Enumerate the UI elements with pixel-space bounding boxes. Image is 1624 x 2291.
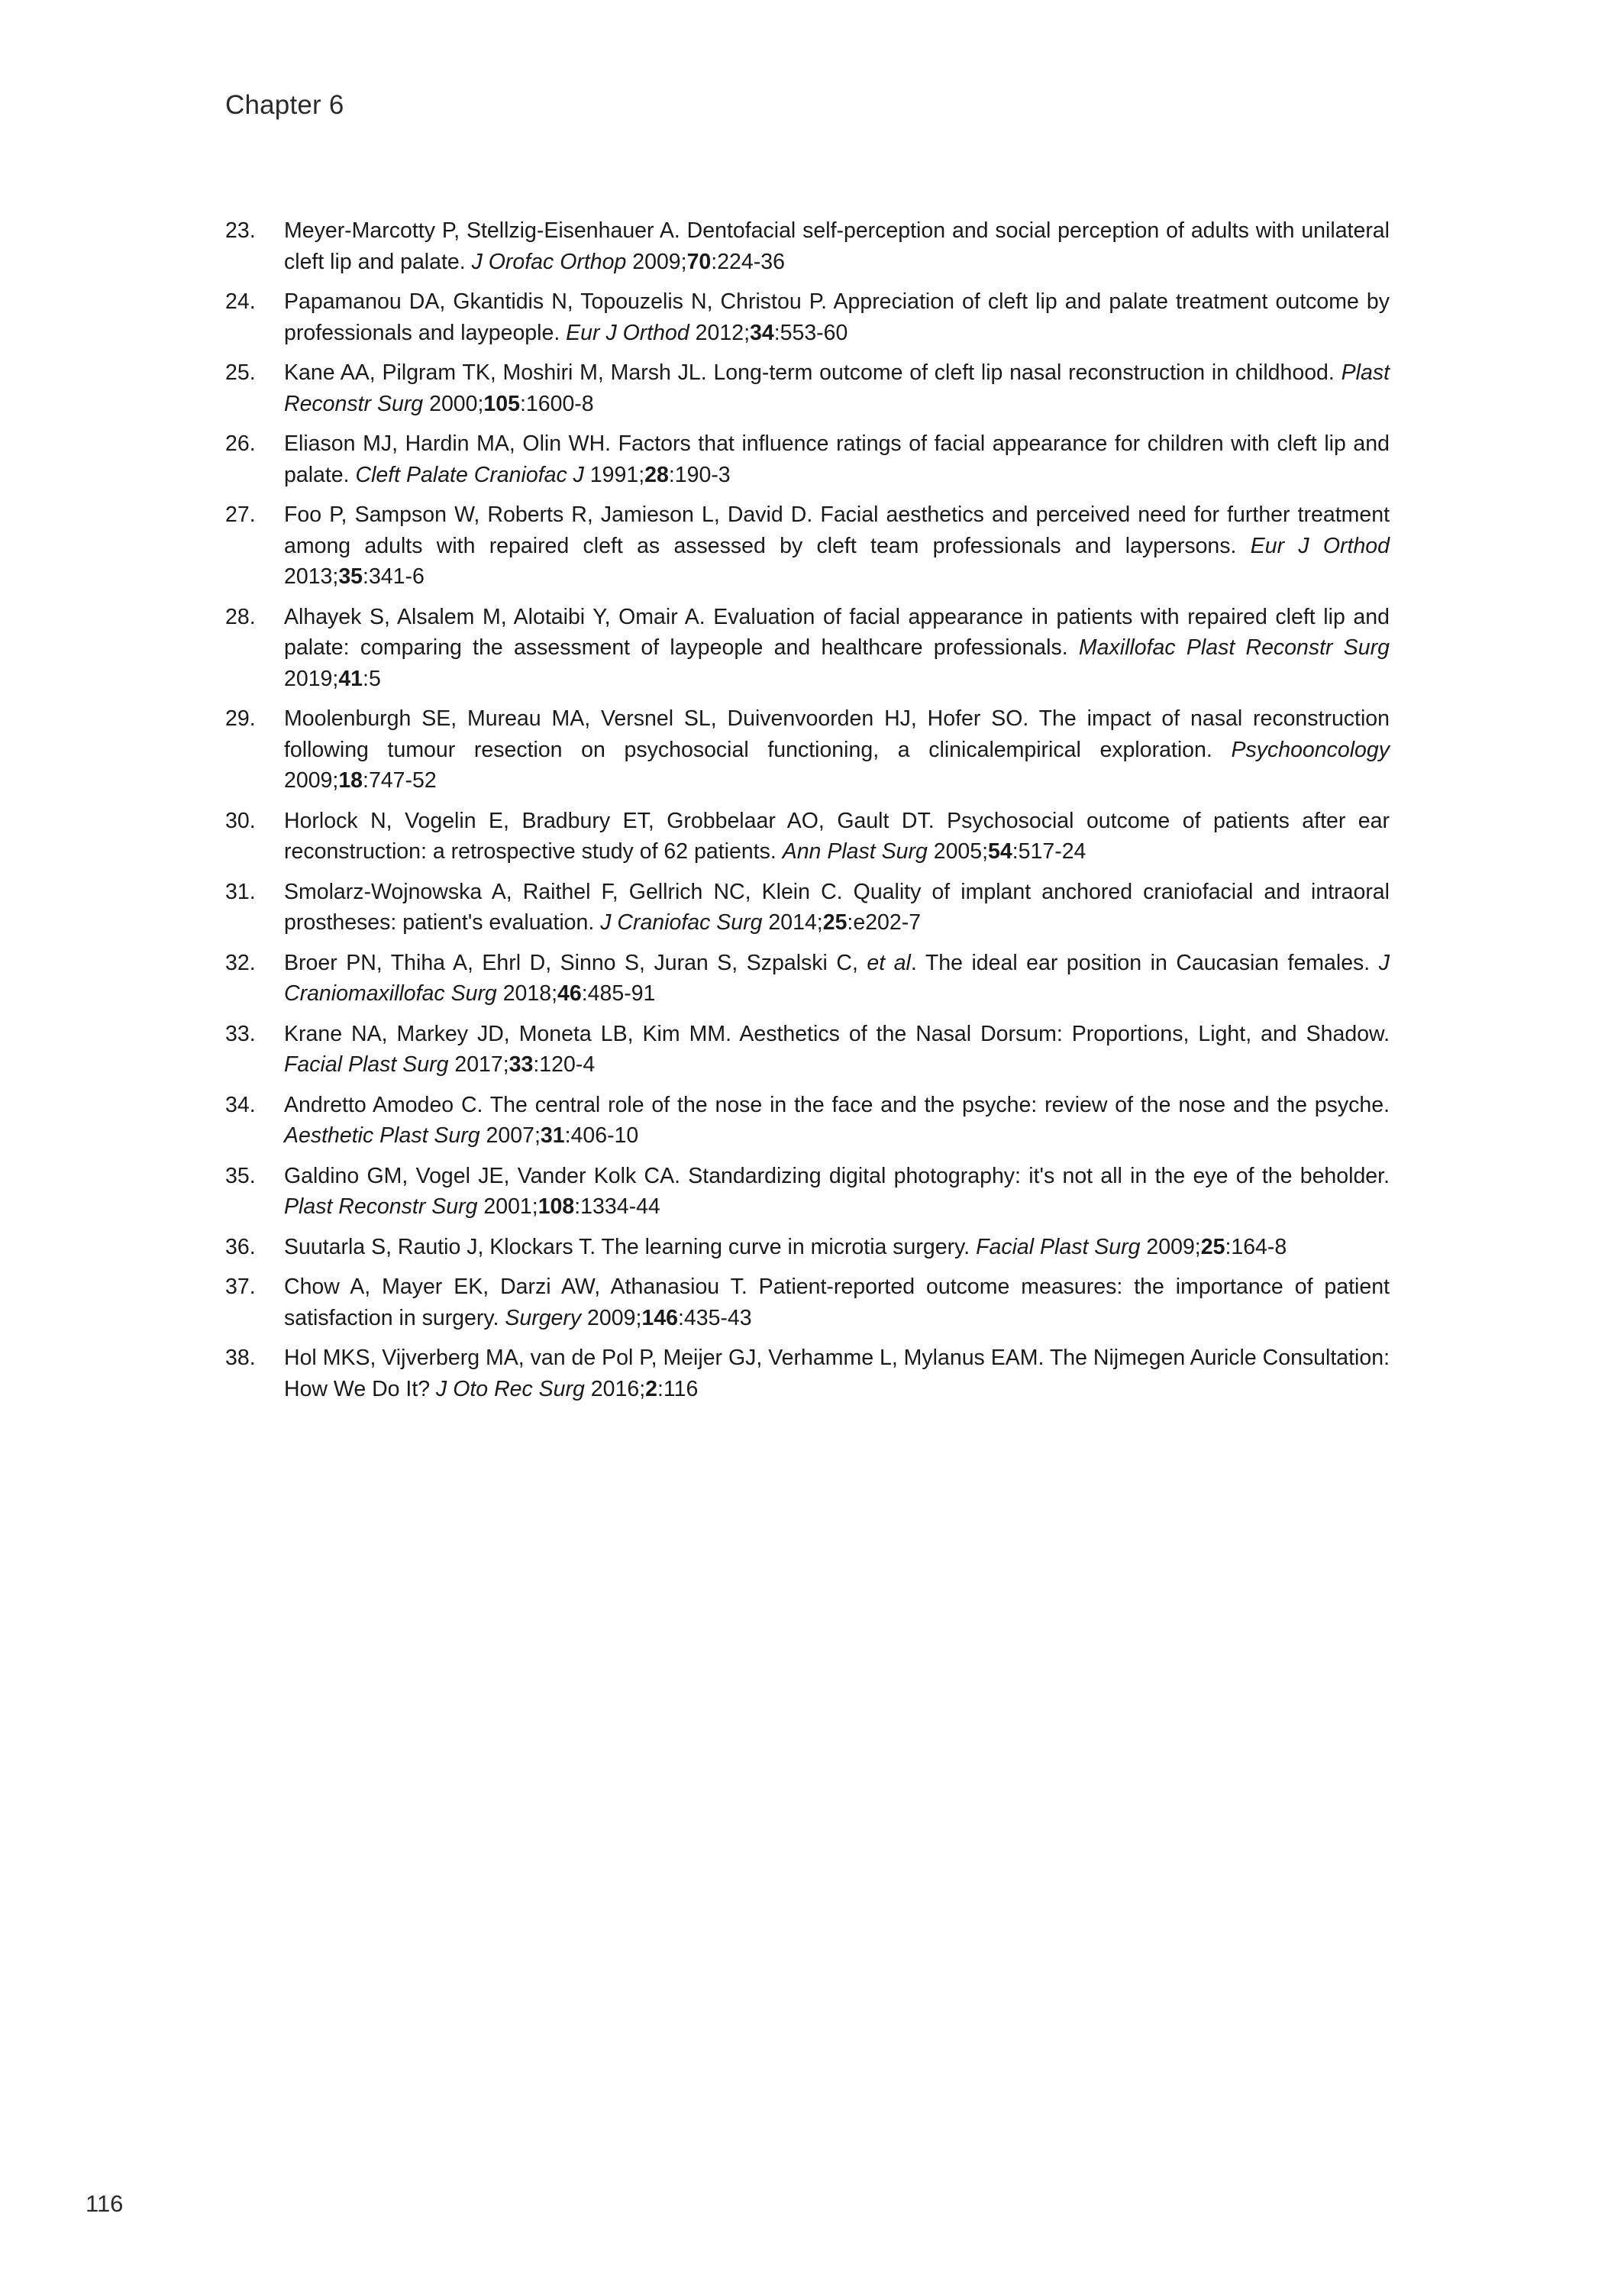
reference-number: 36. [225,1234,256,1259]
reference-item [225,1232,1390,1263]
journal-title: J Oto Rec Surg [436,1376,585,1401]
reference-item [225,215,1390,277]
reference-item [225,1090,1390,1152]
reference-text: Krane NA, Markey JD, Moneta LB, Kim MM. Aesthetics of the Nasal Dorsum: Proportions, Light, and Shadow. Facial Plast Surg 2017;33:120-4 [284,1021,1390,1077]
reference-item [225,499,1390,593]
reference-text: Broer PN, Thiha A, Ehrl D, Sinno S, Juran S, Szpalski C, et al. The ideal ear position in Caucasian females. J Craniomaxillofac Surg 2018;46:485-91 [284,950,1390,1006]
volume-number: 2 [645,1376,657,1401]
reference-number: 32. [225,950,256,975]
journal-title: Eur J Orthod [566,320,689,345]
volume-number: 25 [822,910,848,935]
volume-number: 33 [509,1052,534,1077]
reference-item [225,428,1390,490]
reference-text: Kane AA, Pilgram TK, Moshiri M, Marsh JL. Long-term outcome of cleft lip nasal reconstruction in childhood. Plast Reconstr Surg 2000;105:1600-8 [284,360,1390,416]
reference-number: 31. [225,879,256,904]
reference-number: 28. [225,604,256,629]
reference-item [225,602,1390,695]
reference-text: Smolarz-Wojnowska A, Raithel F, Gellrich NC, Klein C. Quality of implant anchored craniofacial and intraoral prostheses: patient's evaluation. J Craniofac Surg 2014;25:e202-7 [284,879,1390,935]
volume-number: 41 [338,666,363,691]
reference-number: 38. [225,1346,256,1370]
volume-number: 46 [557,981,582,1006]
volume-number: 25 [1200,1234,1225,1259]
journal-title: Plast Reconstr Surg [284,360,1390,416]
reference-item [225,703,1390,797]
reference-text: Meyer-Marcotty P, Stellzig-Eisenhauer A. Dentofacial self-perception and social perception of adults with unilateral cleft lip and palate. J Orofac Orthop 2009;70:224-36 [284,218,1390,274]
volume-number: 70 [686,249,712,274]
reference-number: 30. [225,808,256,833]
volume-number: 28 [644,462,669,487]
reference-text: Eliason MJ, Hardin MA, Olin WH. Factors that influence ratings of facial appearance for children with cleft lip and palate. Cleft Palate Craniofac J 1991;28:190-3 [284,431,1390,487]
journal-title: J Craniofac Surg [600,910,763,935]
reference-item [225,357,1390,419]
volume-number: 31 [540,1123,565,1148]
volume-number: 108 [538,1194,575,1219]
et-al: et al [867,950,911,975]
volume-number: 54 [988,839,1012,864]
journal-title: J Craniomaxillofac Surg [284,950,1390,1006]
reference-number: 24. [225,289,256,314]
reference-text: Galdino GM, Vogel JE, Vander Kolk CA. Standardizing digital photography: it's not all in the eye of the beholder. Plast Reconstr Surg 2001;108:1334-44 [284,1163,1390,1219]
reference-item [225,1019,1390,1081]
reference-text: Horlock N, Vogelin E, Bradbury ET, Grobbelaar AO, Gault DT. Psychosocial outcome of patients after ear reconstruction: a retrospective study of 62 patients. Ann Plast Surg 2005;54:517-24 [284,808,1390,864]
reference-text: Foo P, Sampson W, Roberts R, Jamieson L, David D. Facial aesthetics and perceived need for further treatment among adults with repaired cleft as assessed by cleft team professionals and laypersons. Eur J Orthod 2013;35:341-6 [284,502,1390,589]
reference-text: Suutarla S, Rautio J, Klockars T. The learning curve in microtia surgery. Facial Plast Surg 2009;25:164-8 [284,1234,1287,1259]
volume-number: 18 [338,768,363,793]
reference-text: Andretto Amodeo C. The central role of the nose in the face and the psyche: review of the nose and the psyche. Aesthetic Plast Surg 2007;31:406-10 [284,1092,1390,1148]
journal-title: Maxillofac Plast Reconstr Surg [1078,635,1390,660]
volume-number: 35 [338,564,363,589]
reference-text: Alhayek S, Alsalem M, Alotaibi Y, Omair A. Evaluation of facial appearance in patients with repaired cleft lip and palate: comparing the assessment of laypeople and healthcare professionals. Maxillofac Plast Reconstr Surg 2019;41:5 [284,604,1390,691]
running-head-chapter: Chapter 6 [225,90,344,120]
reference-item [225,877,1390,939]
reference-number: 37. [225,1275,256,1299]
journal-title: Ann Plast Surg [782,839,928,864]
reference-item [225,1272,1390,1333]
journal-title: Cleft Palate Craniofac J [355,462,584,487]
reference-item [225,1343,1390,1404]
journal-title: Facial Plast Surg [284,1052,449,1077]
reference-item [225,286,1390,348]
reference-number: 33. [225,1021,256,1046]
page-number: 116 [86,2190,124,2217]
reference-text: Papamanou DA, Gkantidis N, Topouzelis N, Christou P. Appreciation of cleft lip and palate treatment outcome by professionals and laypeople. Eur J Orthod 2012;34:553-60 [284,289,1390,345]
reference-number: 27. [225,502,256,527]
reference-list [225,215,1390,1414]
reference-number: 35. [225,1163,256,1188]
journal-title: Plast Reconstr Surg [284,1194,478,1219]
volume-number: 146 [641,1305,678,1330]
reference-item [225,1161,1390,1223]
journal-title: Facial Plast Surg [976,1234,1141,1259]
volume-number: 105 [483,391,520,416]
reference-item [225,806,1390,868]
volume-number: 34 [750,320,774,345]
reference-number: 23. [225,218,256,243]
reference-number: 26. [225,431,256,456]
journal-title: J Orofac Orthop [471,249,627,274]
reference-text: Hol MKS, Vijverberg MA, van de Pol P, Meijer GJ, Verhamme L, Mylanus EAM. The Nijmegen Auricle Consultation: How We Do It? J Oto Rec Surg 2016;2:116 [284,1346,1390,1401]
reference-text: Moolenburgh SE, Mureau MA, Versnel SL, Duivenvoorden HJ, Hofer SO. The impact of nasal reconstruction following tumour resection on psychosocial functioning, a clinicalempirical exploration. Psychooncology 2009;18:747-52 [284,706,1390,793]
reference-text: Chow A, Mayer EK, Darzi AW, Athanasiou T. Patient-reported outcome measures: the importance of patient satisfaction in surgery. Surgery 2009;146:435-43 [284,1275,1390,1330]
journal-title: Aesthetic Plast Surg [284,1123,480,1148]
journal-title: Psychooncology [1231,737,1390,762]
reference-number: 25. [225,360,256,385]
reference-number: 34. [225,1092,256,1117]
reference-item [225,948,1390,1010]
journal-title: Surgery [505,1305,582,1330]
reference-number: 29. [225,706,256,731]
journal-title: Eur J Orthod [1250,533,1390,558]
